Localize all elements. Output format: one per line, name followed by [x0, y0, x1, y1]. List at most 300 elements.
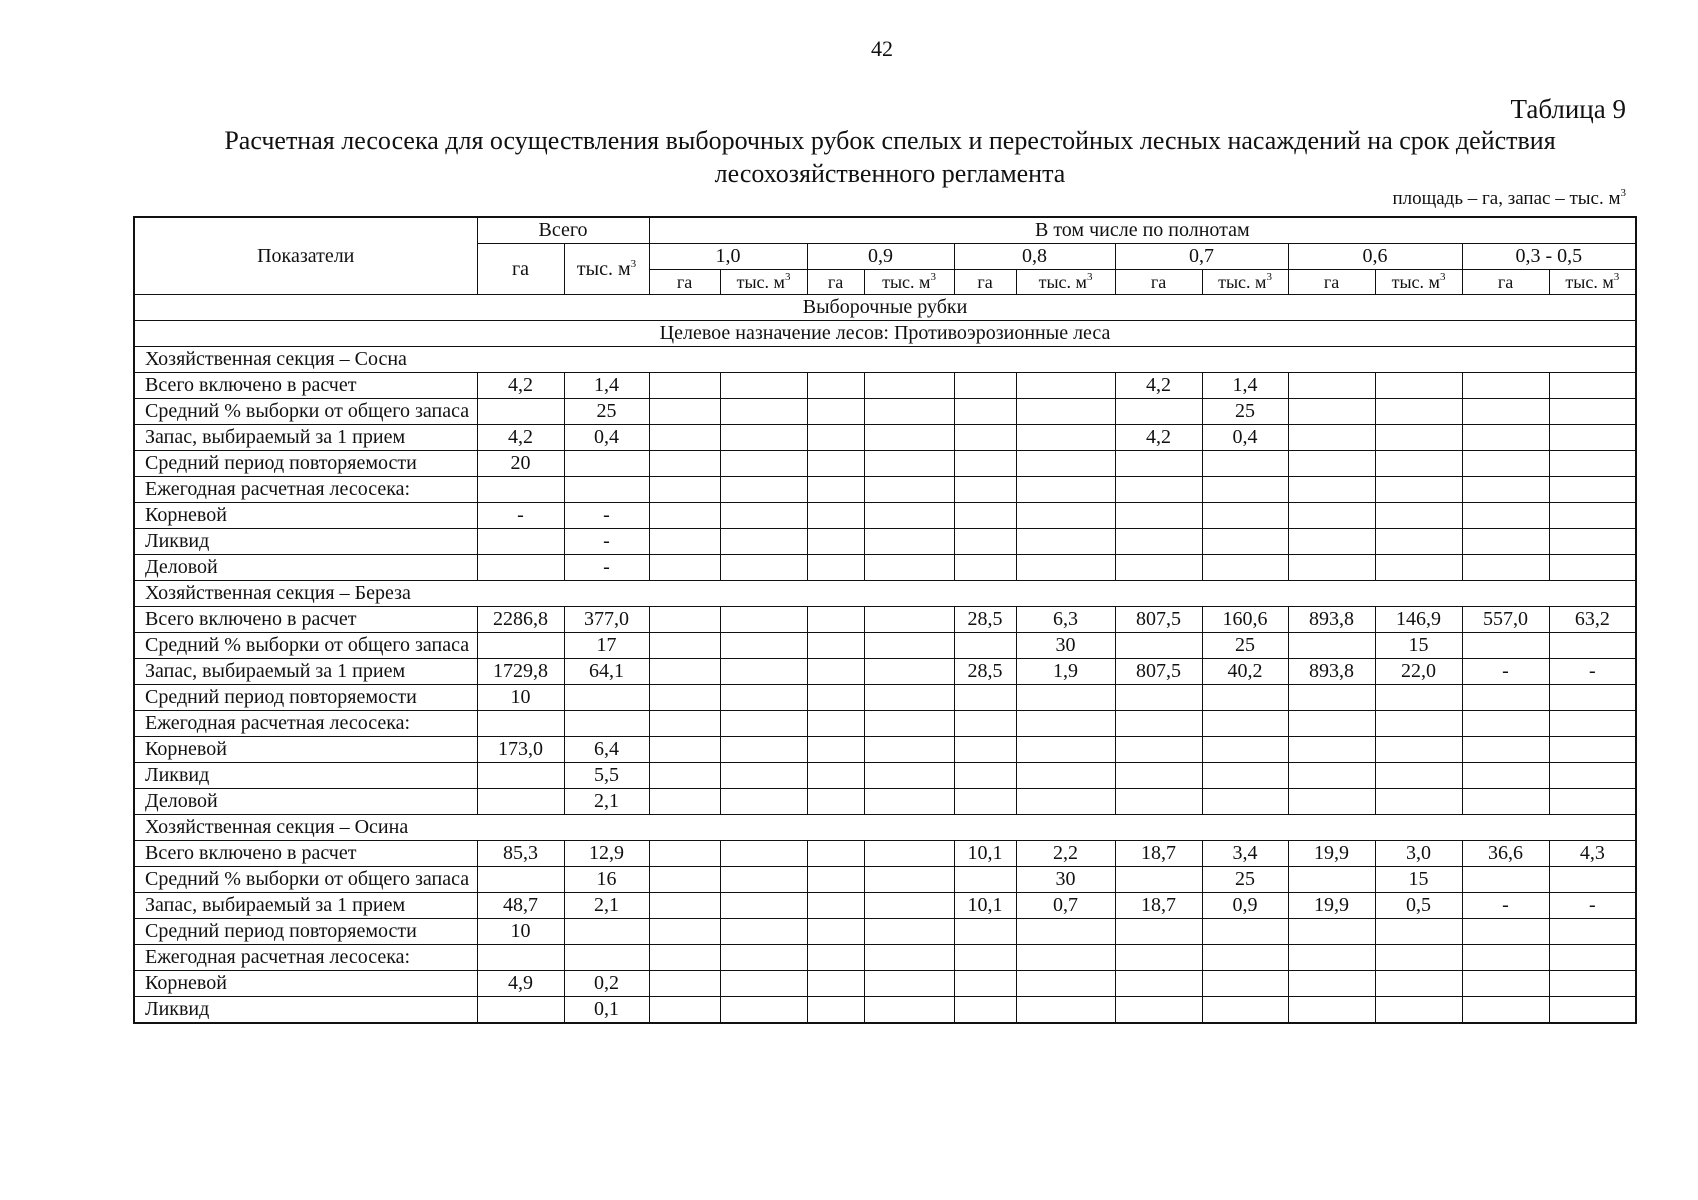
table-cell: 160,6 — [1202, 607, 1288, 633]
table-cell — [720, 789, 807, 815]
table-cell: 25 — [564, 399, 649, 425]
table-body — [134, 295, 1636, 1024]
table-cell: 40,2 — [1202, 659, 1288, 685]
table-cell — [807, 633, 864, 659]
table-cell — [1288, 633, 1375, 659]
table-cell — [720, 399, 807, 425]
table-cell: 173,0 — [477, 737, 564, 763]
table-cell — [1016, 373, 1115, 399]
table-cell — [649, 945, 720, 971]
table-cell — [864, 893, 954, 919]
table-cell — [954, 971, 1016, 997]
table-cell — [864, 789, 954, 815]
table-cell — [954, 451, 1016, 477]
row-label: Ликвид — [134, 529, 477, 555]
table-cell — [1115, 399, 1202, 425]
table-cell — [1016, 971, 1115, 997]
table-cell: 1,9 — [1016, 659, 1115, 685]
table-cell: 10 — [477, 685, 564, 711]
table-cell — [864, 841, 954, 867]
table-row — [134, 373, 1636, 399]
header-density: 0,6 — [1288, 244, 1462, 270]
table-cell — [954, 503, 1016, 529]
table-cell — [720, 529, 807, 555]
table-label: Таблица 9 — [1510, 94, 1626, 124]
table-cell: 557,0 — [1462, 607, 1549, 633]
table-cell — [1462, 373, 1549, 399]
table-cell — [1462, 945, 1549, 971]
header-total: Всего — [477, 217, 649, 244]
table-cell — [1375, 919, 1462, 945]
table-cell — [1115, 867, 1202, 893]
table-cell — [864, 659, 954, 685]
table-cell — [864, 685, 954, 711]
table-cell — [1288, 425, 1375, 451]
table-cell — [1375, 711, 1462, 737]
table-cell — [1549, 373, 1636, 399]
table-cell — [1202, 685, 1288, 711]
table-cell: 15 — [1375, 867, 1462, 893]
header-density: 1,0 — [649, 244, 807, 270]
table-cell — [477, 477, 564, 503]
table-cell: 36,6 — [1462, 841, 1549, 867]
table-cell — [1115, 737, 1202, 763]
table-cell — [1549, 503, 1636, 529]
table-cell — [1288, 451, 1375, 477]
header-unit-text: тыс. м — [1038, 272, 1087, 292]
table-cell — [1549, 451, 1636, 477]
table-cell — [1288, 997, 1375, 1024]
table-cell — [807, 737, 864, 763]
table-cell: 4,2 — [477, 373, 564, 399]
header-unit-text: тыс. м — [1565, 272, 1614, 292]
table-cell — [720, 685, 807, 711]
table-cell — [1549, 763, 1636, 789]
table-cell — [477, 763, 564, 789]
table-cell: 30 — [1016, 633, 1115, 659]
table-cell: 1729,8 — [477, 659, 564, 685]
table-row — [134, 477, 1636, 503]
table-cell — [1202, 919, 1288, 945]
table-cell — [807, 997, 864, 1024]
table-cell — [1288, 971, 1375, 997]
header-total-volume — [564, 244, 649, 295]
table-cell: 20 — [477, 451, 564, 477]
table-cell — [720, 555, 807, 581]
table-cell — [1462, 789, 1549, 815]
table-cell — [1288, 867, 1375, 893]
table-cell: 4,2 — [477, 425, 564, 451]
table-cell: 3,0 — [1375, 841, 1462, 867]
table-cell — [864, 529, 954, 555]
units-note-text: площадь – га, запас – тыс. м — [1392, 188, 1621, 209]
table-cell — [720, 711, 807, 737]
table-row — [134, 789, 1636, 815]
table-cell — [649, 997, 720, 1024]
header-density: 0,3 - 0,5 — [1462, 244, 1636, 270]
row-label: Средний % выборки от общего запаса — [134, 399, 477, 425]
table-cell — [954, 373, 1016, 399]
table-cell — [1375, 555, 1462, 581]
table-cell — [807, 763, 864, 789]
row-label: Всего включено в расчет — [134, 373, 477, 399]
header-unit-ha: га — [807, 270, 864, 295]
table-cell — [954, 685, 1016, 711]
row-label: Ликвид — [134, 997, 477, 1024]
units-note — [1392, 188, 1626, 210]
row-label: Запас, выбираемый за 1 прием — [134, 659, 477, 685]
table-cell — [807, 451, 864, 477]
table-cell: 807,5 — [1115, 607, 1202, 633]
row-label: Средний период повторяемости — [134, 451, 477, 477]
table-cell — [1202, 555, 1288, 581]
table-cell — [1549, 789, 1636, 815]
table-cell — [477, 555, 564, 581]
table-cell — [864, 607, 954, 633]
header-unit-ha: га — [649, 270, 720, 295]
header-unit-text: тыс. м — [882, 272, 931, 292]
table-cell — [807, 529, 864, 555]
table-cell — [864, 399, 954, 425]
table-cell — [1115, 555, 1202, 581]
table-cell: 10,1 — [954, 841, 1016, 867]
header-unit-volume — [720, 270, 807, 295]
table-cell — [807, 659, 864, 685]
table-cell — [1115, 451, 1202, 477]
table-cell — [649, 737, 720, 763]
table-cell — [1549, 633, 1636, 659]
table-cell — [807, 867, 864, 893]
table-cell — [1462, 451, 1549, 477]
table-cell — [1375, 789, 1462, 815]
table-cell — [649, 399, 720, 425]
table-cell — [864, 711, 954, 737]
table-cell: 6,4 — [564, 737, 649, 763]
table-cell: - — [1462, 659, 1549, 685]
section-title: Хозяйственная секция – Береза — [134, 581, 1636, 607]
row-label: Средний период повторяемости — [134, 919, 477, 945]
header-unit-ha: га — [1462, 270, 1549, 295]
table-cell — [1115, 503, 1202, 529]
table-cell — [954, 867, 1016, 893]
table-cell — [720, 425, 807, 451]
table-cell — [1549, 685, 1636, 711]
table-cell — [1115, 945, 1202, 971]
table-cell — [720, 373, 807, 399]
table-cell: 10 — [477, 919, 564, 945]
table-cell — [720, 867, 807, 893]
table-cell — [649, 659, 720, 685]
table-cell — [720, 997, 807, 1024]
table-cell — [649, 633, 720, 659]
table-cell: 0,4 — [564, 425, 649, 451]
table-cell: 18,7 — [1115, 893, 1202, 919]
table-cell — [1375, 971, 1462, 997]
table-cell — [807, 477, 864, 503]
table-cell — [1288, 945, 1375, 971]
table-cell: 19,9 — [1288, 893, 1375, 919]
table-cell — [1549, 529, 1636, 555]
row-label: Запас, выбираемый за 1 прием — [134, 425, 477, 451]
table-cell: 85,3 — [477, 841, 564, 867]
row-label: Средний % выборки от общего запаса — [134, 633, 477, 659]
table-cell — [649, 893, 720, 919]
row-label: Корневой — [134, 737, 477, 763]
header-indicators: Показатели — [134, 217, 477, 295]
table-cell — [1549, 555, 1636, 581]
table-cell: 63,2 — [1549, 607, 1636, 633]
banner-forest-purpose: Целевое назначение лесов: Противоэрозионные леса — [134, 321, 1636, 347]
table-cell — [807, 685, 864, 711]
header-unit-volume — [1375, 270, 1462, 295]
table-cell — [1016, 477, 1115, 503]
table-cell: - — [564, 555, 649, 581]
table-cell — [564, 451, 649, 477]
table-cell — [1202, 971, 1288, 997]
header-unit-sup: 3 — [1266, 271, 1272, 283]
table-cell — [1462, 555, 1549, 581]
table-cell — [1115, 633, 1202, 659]
table-cell — [954, 711, 1016, 737]
table-cell: 18,7 — [1115, 841, 1202, 867]
table-cell — [1549, 971, 1636, 997]
section-row — [134, 581, 1636, 607]
table-cell — [1288, 529, 1375, 555]
table-cell — [564, 919, 649, 945]
table-cell — [720, 919, 807, 945]
table-cell — [1549, 477, 1636, 503]
table-cell — [720, 945, 807, 971]
table-cell: 19,9 — [1288, 841, 1375, 867]
table-cell: 0,5 — [1375, 893, 1462, 919]
section-title: Хозяйственная секция – Сосна — [134, 347, 1636, 373]
table-cell: 377,0 — [564, 607, 649, 633]
table-cell — [720, 451, 807, 477]
table-row — [134, 971, 1636, 997]
table-cell: 0,1 — [564, 997, 649, 1024]
table-row — [134, 399, 1636, 425]
table-cell — [720, 737, 807, 763]
table-cell — [1016, 997, 1115, 1024]
table-cell: 3,4 — [1202, 841, 1288, 867]
table-cell — [1462, 763, 1549, 789]
table-cell — [1016, 945, 1115, 971]
table-cell — [1462, 399, 1549, 425]
table-cell — [564, 685, 649, 711]
table-cell — [1462, 711, 1549, 737]
table-cell — [954, 737, 1016, 763]
banner-row — [134, 295, 1636, 321]
table-cell: 30 — [1016, 867, 1115, 893]
table-cell — [1462, 425, 1549, 451]
table-cell — [954, 919, 1016, 945]
table-cell — [477, 867, 564, 893]
table-cell — [1016, 451, 1115, 477]
table-cell — [807, 555, 864, 581]
table-cell — [649, 841, 720, 867]
table-cell — [1016, 789, 1115, 815]
table-cell — [649, 971, 720, 997]
table-cell — [1375, 451, 1462, 477]
header-unit-text: тыс. м — [1218, 272, 1267, 292]
table-cell — [1462, 529, 1549, 555]
table-cell — [1288, 373, 1375, 399]
table-cell — [1115, 789, 1202, 815]
table-cell — [1202, 529, 1288, 555]
table-cell — [1549, 919, 1636, 945]
header-unit-volume — [1202, 270, 1288, 295]
row-label: Корневой — [134, 503, 477, 529]
row-label: Деловой — [134, 789, 477, 815]
table-cell — [649, 711, 720, 737]
header-density: 0,9 — [807, 244, 954, 270]
table-cell — [649, 685, 720, 711]
table-cell — [720, 971, 807, 997]
table-cell: - — [1549, 659, 1636, 685]
row-label: Ежегодная расчетная лесосека: — [134, 711, 477, 737]
table-cell: 10,1 — [954, 893, 1016, 919]
header-unit-sup: 3 — [930, 271, 936, 283]
banner-cutting-type: Выборочные рубки — [134, 295, 1636, 321]
table-cell — [954, 529, 1016, 555]
table-cell — [1375, 373, 1462, 399]
table-header — [134, 217, 1636, 295]
table-cell: 0,9 — [1202, 893, 1288, 919]
table-cell: 4,2 — [1115, 425, 1202, 451]
table-cell — [649, 503, 720, 529]
table-cell — [1115, 529, 1202, 555]
table-cell — [1115, 971, 1202, 997]
table-cell — [954, 763, 1016, 789]
row-label: Средний % выборки от общего запаса — [134, 867, 477, 893]
row-label: Ликвид — [134, 763, 477, 789]
table-cell — [720, 503, 807, 529]
table-cell — [807, 789, 864, 815]
table-cell — [1288, 737, 1375, 763]
table-cell — [864, 503, 954, 529]
table-cell — [864, 425, 954, 451]
table-row — [134, 893, 1636, 919]
units-note-sup: 3 — [1620, 187, 1626, 199]
table-cell — [954, 789, 1016, 815]
table-cell: 2,1 — [564, 789, 649, 815]
table-cell — [1549, 945, 1636, 971]
section-row — [134, 815, 1636, 841]
header-unit-text: тыс. м — [1391, 272, 1440, 292]
table-cell — [954, 425, 1016, 451]
table-cell — [807, 399, 864, 425]
table-cell — [720, 763, 807, 789]
table-cell — [564, 711, 649, 737]
table-cell — [954, 997, 1016, 1024]
table-cell — [864, 451, 954, 477]
table-row — [134, 685, 1636, 711]
table-cell — [864, 945, 954, 971]
table-cell — [864, 763, 954, 789]
table-cell — [1016, 425, 1115, 451]
table-cell: 28,5 — [954, 659, 1016, 685]
table-row — [134, 763, 1636, 789]
table-cell — [1288, 477, 1375, 503]
table-cell — [864, 737, 954, 763]
table-cell — [1549, 399, 1636, 425]
header-unit-ha: га — [1288, 270, 1375, 295]
table-cell — [649, 607, 720, 633]
table-cell — [807, 503, 864, 529]
table-cell: 1,4 — [564, 373, 649, 399]
table-cell — [864, 867, 954, 893]
table-cell — [864, 997, 954, 1024]
table-cell — [807, 919, 864, 945]
table-cell — [1462, 633, 1549, 659]
table-cell — [807, 893, 864, 919]
table-row — [134, 633, 1636, 659]
table-cell — [864, 555, 954, 581]
table-cell: - — [1549, 893, 1636, 919]
table-cell — [1462, 919, 1549, 945]
table-cell — [1375, 477, 1462, 503]
table-cell: 17 — [564, 633, 649, 659]
table-cell — [649, 919, 720, 945]
table-cell: 4,9 — [477, 971, 564, 997]
table-cell: 4,3 — [1549, 841, 1636, 867]
table-cell — [1202, 477, 1288, 503]
table-cell — [1016, 711, 1115, 737]
table-cell — [1462, 971, 1549, 997]
header-density: 0,7 — [1115, 244, 1288, 270]
table-cell — [864, 919, 954, 945]
table-cell: 22,0 — [1375, 659, 1462, 685]
table-cell: 0,4 — [1202, 425, 1288, 451]
table-cell — [1202, 945, 1288, 971]
table-row — [134, 451, 1636, 477]
header-unit-sup: 3 — [784, 271, 791, 283]
table-row — [134, 607, 1636, 633]
table-cell — [954, 399, 1016, 425]
table-cell — [1375, 997, 1462, 1024]
header-density: 0,8 — [954, 244, 1115, 270]
row-label: Средний период повторяемости — [134, 685, 477, 711]
table-cell — [1375, 503, 1462, 529]
table-cell: 893,8 — [1288, 659, 1375, 685]
table-cell — [1462, 685, 1549, 711]
table-cell — [477, 633, 564, 659]
table-cell — [477, 529, 564, 555]
table-cell: 28,5 — [954, 607, 1016, 633]
header-unit-text: тыс. м — [576, 257, 631, 280]
table-cell — [1375, 945, 1462, 971]
header-unit-volume — [864, 270, 954, 295]
table-cell — [1549, 737, 1636, 763]
table-row — [134, 425, 1636, 451]
table-cell — [807, 971, 864, 997]
table-cell — [1462, 867, 1549, 893]
table-cell — [807, 373, 864, 399]
table-cell — [1549, 867, 1636, 893]
table-cell: 15 — [1375, 633, 1462, 659]
header-unit-volume — [1016, 270, 1115, 295]
table-cell — [1016, 399, 1115, 425]
table-cell — [1375, 763, 1462, 789]
table-cell — [1375, 737, 1462, 763]
table-cell — [1375, 685, 1462, 711]
table-cell — [1016, 555, 1115, 581]
table-cell: - — [564, 529, 649, 555]
table-cell — [649, 867, 720, 893]
table-cell — [807, 945, 864, 971]
table-row — [134, 711, 1636, 737]
table-cell — [477, 711, 564, 737]
